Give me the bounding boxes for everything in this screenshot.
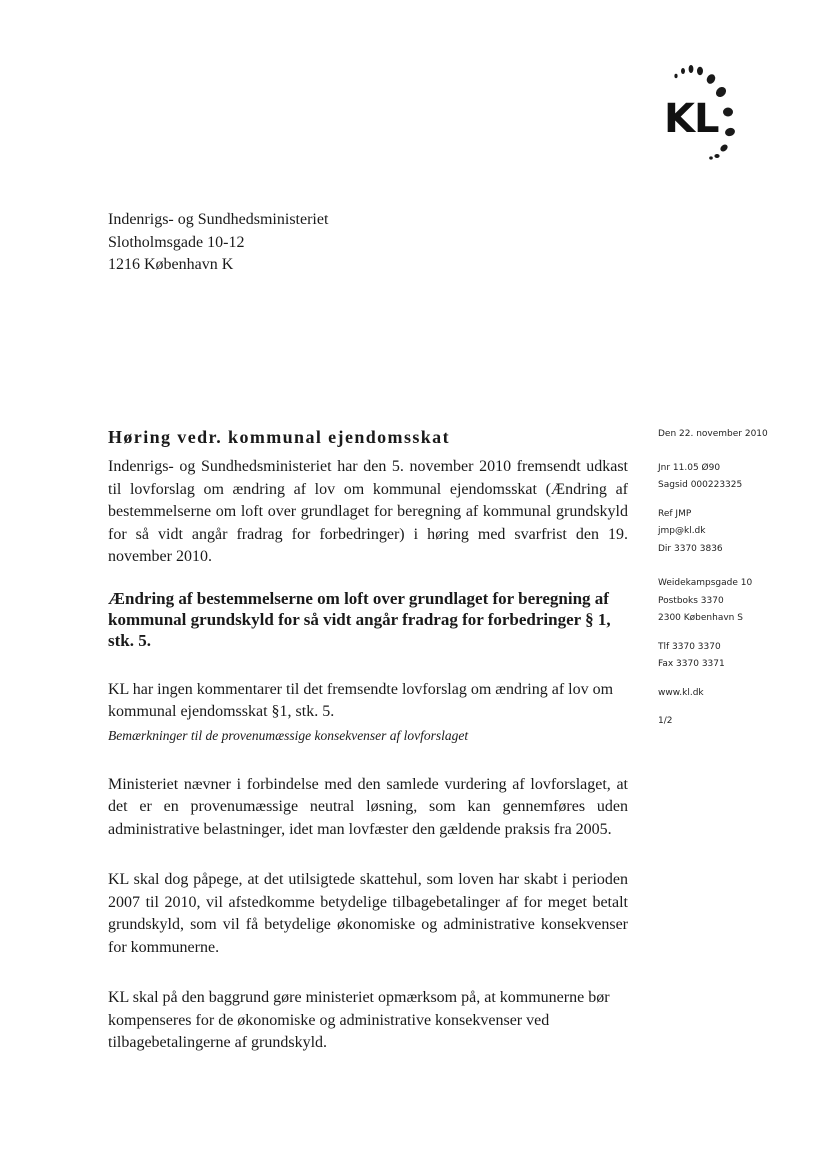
- sender-street: Weidekampsgade 10: [658, 578, 753, 588]
- letter-body: [108, 426, 628, 1055]
- intro-paragraph: Indenrigs- og Sundhedsministeriet har den 5. november 2010 fremsendt udkast til lovforslag om ændring af lov om kommunal ejendomsskat (Ændring af bestemmelserne om loft over grundlaget for beregning af kommunal grundskyld for så vidt angår fradrag for forbedringer) i høring med svarfrist den 19. november 2010.: [108, 458, 628, 565]
- sender-postbox: Postboks 3370: [658, 595, 724, 606]
- sender-city: 2300 København S: [658, 613, 743, 623]
- page-number: 1/2: [658, 716, 673, 726]
- kl-logo: [664, 62, 754, 166]
- italic-subheading: Bemærkninger til de provenumæssige konsekvenser af lovforslaget: [108, 727, 469, 743]
- recipient-address: [108, 209, 328, 277]
- case-id: Sagsid 000223325: [658, 480, 743, 490]
- paragraph-ministry: Ministeriet nævner i forbindelse med den samlede vurdering af lovforslaget, at det er en provenumæssige neutral løsning, som kan gennemføres uden administrative belastninger, idet man lovfæster den gældende praksis fra 2005.: [108, 775, 628, 838]
- recipient-name: Indenrigs- og Sundhedsministeriet: [108, 211, 329, 228]
- recipient-city: 1216 København K: [108, 256, 234, 273]
- section-heading: Ændring af bestemmelserne om loft over grundlaget for beregning af kommunal grundskyld for så vidt angår fradrag for forbedringer § 1, stk. 5.: [108, 588, 611, 650]
- paragraph-compensation: KL skal på den baggrund gøre ministeriet opmærksom på, at kommunerne bør kompenseres for de økonomiske og administrative konsekvenser ved tilbagebetalingerne af grundskyld.: [108, 989, 610, 1051]
- kl-logo-text: KL: [664, 96, 719, 142]
- direct-phone: Dir 3370 3836: [658, 543, 723, 554]
- reference: Ref JMP: [658, 508, 692, 519]
- website-link[interactable]: www.kl.dk: [658, 687, 704, 698]
- paragraph-tax-loophole: KL skal dog påpege, at det utilsigtede skattehul, som loven har skabt i perioden 2007 til 2010, vil afstedkomme betydelige tilbagebetalinger af for meget betalt grundskyld, som vil få betydelige økonomiske og administrative konsekvenser for kommunerne.: [108, 871, 628, 956]
- journal-number: Jnr 11.05 Ø90: [658, 462, 721, 473]
- contact-email[interactable]: jmp@kl.dk: [658, 526, 706, 536]
- fax: Fax 3370 3371: [658, 659, 725, 669]
- phone: Tlf 3370 3370: [658, 641, 721, 652]
- sender-info-column: [658, 426, 768, 731]
- paragraph-no-comments: KL har ingen kommentarer til det fremsendte lovforslag om ændring af lov om kommunal ejendomsskat §1, stk. 5.: [108, 680, 614, 720]
- recipient-street: Slotholmsgade 10-12: [108, 233, 245, 251]
- letter-title: Høring vedr. kommunal ejendomsskat: [108, 427, 450, 447]
- letter-date: Den 22. november 2010: [658, 429, 768, 439]
